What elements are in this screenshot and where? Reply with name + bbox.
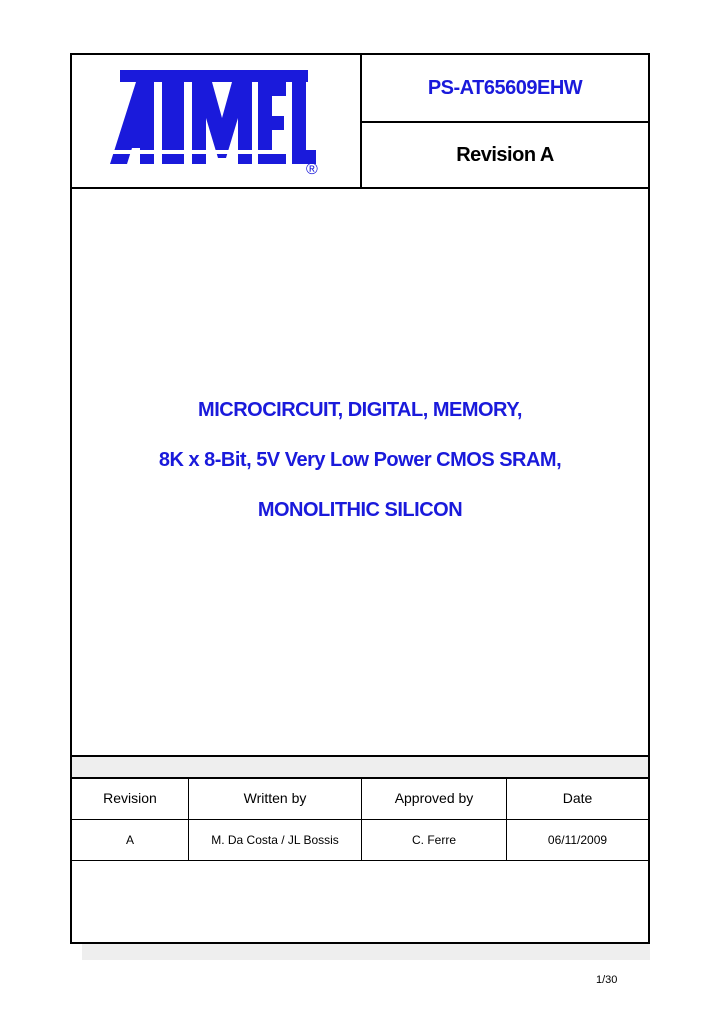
header-date: Date <box>562 790 593 806</box>
table-header-row <box>72 777 648 820</box>
header-written-by: Written by <box>189 777 362 819</box>
cell-date: 06/11/2009 <box>547 833 608 847</box>
doc-number-cell <box>362 55 648 123</box>
title-line-2: 8K x 8-Bit, 5V Very Low Power CMOS SRAM, <box>158 449 562 471</box>
document-frame <box>70 53 650 944</box>
atmel-logo <box>106 66 326 176</box>
header-approved-by: Approved by <box>362 777 507 819</box>
table-row <box>72 820 648 861</box>
title-line-1: MICROCIRCUIT, DIGITAL, MEMORY, <box>198 399 522 421</box>
document-title <box>72 385 648 535</box>
page-shadow <box>82 944 650 960</box>
header-revision: Revision <box>72 777 189 819</box>
logo-cell <box>72 55 362 187</box>
header-block <box>72 55 648 189</box>
page-number: 1/30 <box>596 974 618 986</box>
table-band <box>72 755 648 779</box>
doc-number: PS-AT65609EHW <box>427 76 583 99</box>
cell-written-by: M. Da Costa / JL Bossis <box>189 820 362 860</box>
revision-table <box>72 777 648 861</box>
revision-cell <box>362 123 648 187</box>
cell-revision: A <box>72 820 189 860</box>
cell-approved-by: C. Ferre <box>362 820 507 860</box>
title-line-3: MONOLITHIC SILICON <box>257 499 463 521</box>
revision-title: Revision A <box>456 143 554 166</box>
registered-mark: ® <box>306 161 318 176</box>
